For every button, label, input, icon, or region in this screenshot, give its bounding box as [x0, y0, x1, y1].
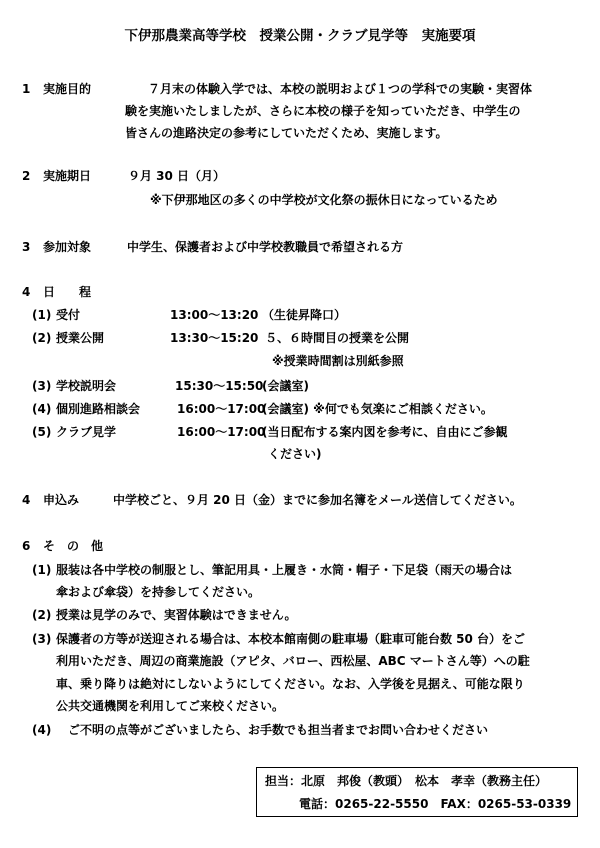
section-1-heading: 実施目的 [43, 82, 92, 96]
other-item-number: (3) [32, 632, 52, 646]
schedule-item-time: 16:00～17:00 [177, 402, 266, 416]
contact-persons: 担当：北原 邦俊（教頭） 松本 孝幸（教務主任） [265, 774, 548, 788]
contact-box [256, 767, 578, 817]
section-2-note: ※下伊那地区の多くの中学校が文化祭の振休日になっているため [150, 193, 498, 207]
section-1-line-1: ７月末の体験入学では、本校の説明および１つの学科での実験・実習体 [148, 82, 533, 96]
section-application-text: 中学校ごと、９月 20 日（金）までに参加名簿をメール送信してください。 [113, 493, 522, 507]
section-1-number: 1 [22, 82, 31, 96]
schedule-item-desc: ５、６時間目の授業を公開 [265, 331, 410, 345]
schedule-item-time: 13:30～15:20 [170, 331, 259, 345]
other-item-line: ご不明の点等がございましたら、お手数でも担当者までお問い合わせください [68, 723, 489, 737]
page-title: 下伊那農業高等学校 授業公開・クラブ見学等 実施要項 [124, 28, 476, 44]
schedule-item-label: 個別進路相談会 [56, 402, 141, 416]
section-application-heading: 申込み [43, 493, 80, 507]
contact-phone-fax: 電話：0265-22-5550 FAX：0265-53-0339 [299, 797, 572, 811]
section-4-number: 4 [22, 285, 31, 299]
other-item-line: 傘および傘袋）を持参してください。 [56, 585, 261, 599]
other-item-line: 保護者の方等が送迎される場合は、本校本館南側の駐車場（駐車可能台数 50 台）をご [56, 632, 526, 646]
other-item-number: (1) [32, 563, 52, 577]
other-item-number: (2) [32, 608, 52, 622]
schedule-item-desc: (当日配布する案内図を参考に、自由にご参観 [262, 425, 508, 439]
section-6-heading: そ の 他 [43, 539, 104, 553]
schedule-item-desc-continued: ください) [268, 447, 322, 461]
schedule-item-time: 16:00～17:00 [177, 425, 266, 439]
schedule-item-label: クラブ見学 [56, 425, 117, 439]
section-3-number: 3 [22, 240, 31, 254]
section-2-number: 2 [22, 169, 31, 183]
schedule-item-number: (4) [32, 402, 52, 416]
section-4-heading: 日 程 [43, 285, 92, 299]
section-3-text: 中学生、保護者および中学校教職員で希望される方 [127, 240, 404, 254]
schedule-item-time: 15:30～15:50 [175, 379, 264, 393]
section-6-number: 6 [22, 539, 31, 553]
schedule-item-label: 受付 [56, 308, 81, 322]
section-1-line-3: 皆さんの進路決定の参考にしていただくため、実施します。 [125, 126, 448, 140]
schedule-item-time: 13:00～13:20 [170, 308, 259, 322]
other-item-line: 車、乗り降りは絶対にしないようにしてください。なお、入学後を見据え、可能な限り [56, 677, 525, 691]
section-1-line-2: 験を実施いたしましたが、さらに本校の様子を知っていただき、中学生の [125, 104, 521, 118]
other-item-line: 授業は見学のみで、実習体験はできません。 [56, 608, 297, 622]
schedule-item-label: 学校説明会 [56, 379, 117, 393]
section-application-number: 4 [22, 493, 31, 507]
other-item-line: 利用いただき、周辺の商業施設（アピタ、バロー、西松屋、ABC マートさん等）への駐 [56, 654, 530, 668]
schedule-item-number: (2) [32, 331, 52, 345]
section-2-date: ９月 30 日（月） [128, 169, 226, 183]
schedule-item-number: (5) [32, 425, 52, 439]
schedule-item-number: (1) [32, 308, 52, 322]
section-2-heading: 実施期日 [43, 169, 92, 183]
other-item-number: (4) [32, 723, 52, 737]
schedule-item-desc: (会議室) ※何でも気楽にご相談ください。 [262, 402, 493, 416]
schedule-item-number: (3) [32, 379, 52, 393]
other-item-line: 公共交通機関を利用してご来校ください。 [56, 699, 285, 713]
other-item-line: 服装は各中学校の制服とし、筆記用具・上履き・水筒・帽子・下足袋（雨天の場合は [56, 563, 513, 577]
schedule-item-desc: （生徒昇降口） [262, 308, 347, 322]
schedule-item-note: ※授業時間割は別紙参照 [272, 354, 404, 368]
schedule-item-desc: (会議室) [262, 379, 309, 393]
schedule-item-label: 授業公開 [56, 331, 105, 345]
section-3-heading: 参加対象 [43, 240, 92, 254]
